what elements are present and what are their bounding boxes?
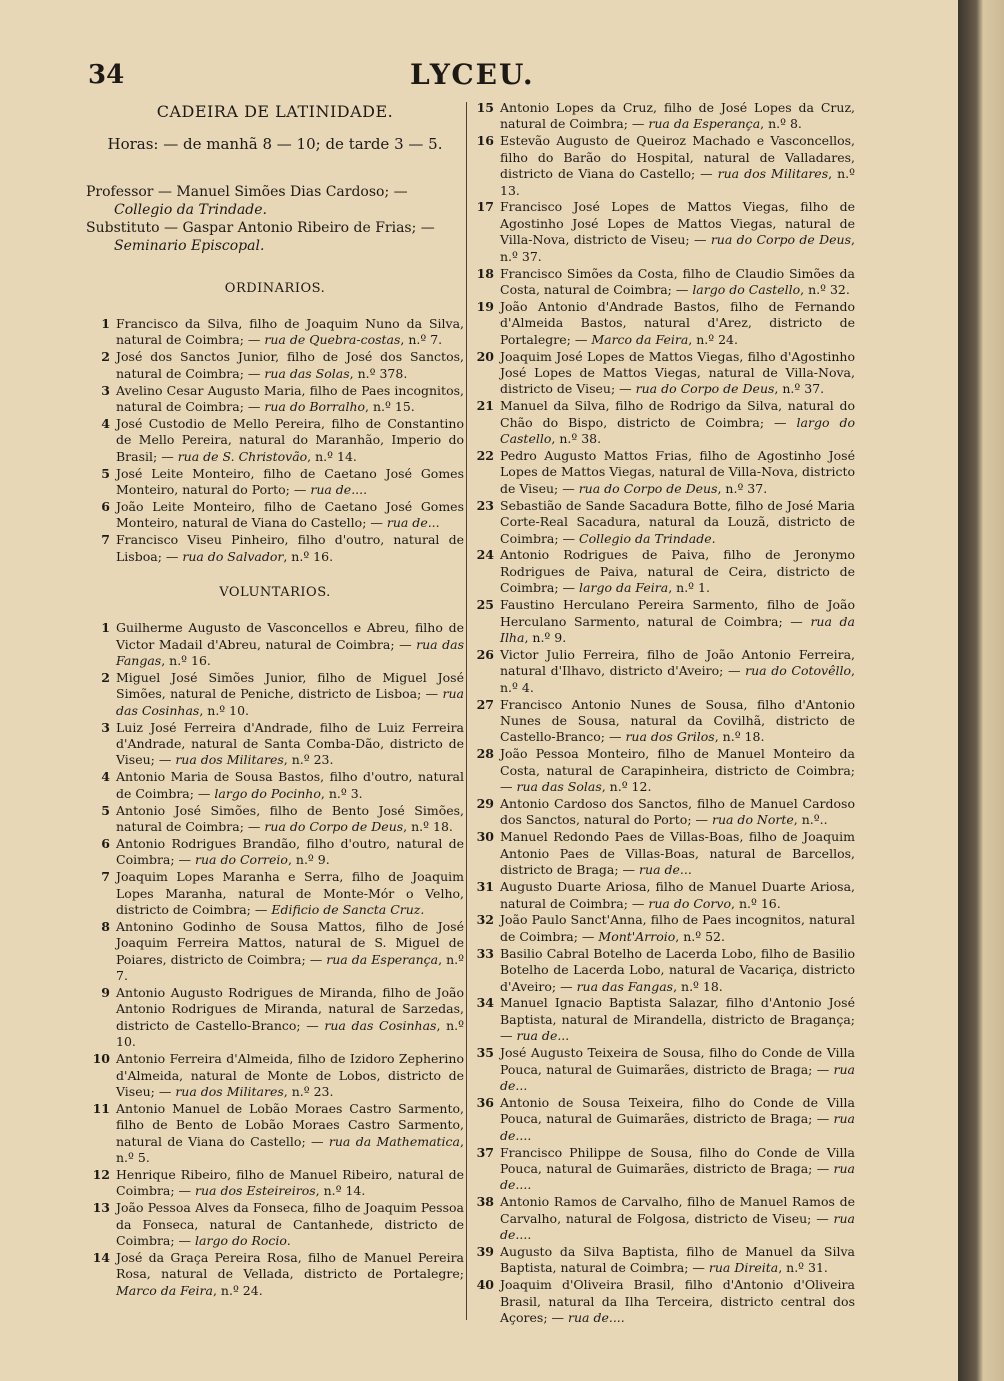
list-item: [86, 836, 464, 869]
entry-description: João Antonio d'Andrade Bastos, filho de Fernando d'Almeida Bastos, natural d'Arez, districto de Portalegre; —: [500, 298, 855, 347]
entry-description: Antonio Ferreira d'Almeida, filho de Izidoro Zepherino d'Almeida, natural de Monte de Lobos, districto de Viseu; —: [116, 1051, 464, 1099]
entry-number: 3: [101, 719, 110, 735]
entry-number: 19: [476, 298, 494, 314]
list-item: [470, 995, 855, 1044]
entry-text: [500, 829, 855, 878]
entry-text: [116, 985, 464, 1051]
list-item: [86, 720, 464, 769]
entry-text: [500, 995, 855, 1044]
entry-number: 28: [476, 746, 494, 762]
entry-text: [500, 498, 855, 547]
entry-description: Manuel da Silva, filho de Rodrigo da Silva, natural do Chão do Bispo, districto de Coimbra; —: [500, 398, 855, 430]
list-item: [470, 597, 855, 646]
list-item: [470, 498, 855, 547]
entry-tail: , n.º 14.: [307, 448, 357, 464]
entry-number: 38: [476, 1194, 494, 1210]
entry-description: José Augusto Teixeira de Sousa, filho do Conde de Villa Pouca, natural de Guimarães, districto de Braga; —: [500, 1045, 855, 1077]
list-item: [86, 1250, 464, 1299]
entry-number: 2: [101, 669, 110, 685]
entry-tail: , n.º 18.: [673, 978, 723, 994]
list-item: [470, 398, 855, 447]
entry-description: João Leite Monteiro, filho de Caetano José Gomes Monteiro, natural de Viana do Castello; —: [116, 498, 464, 531]
list-item: [470, 796, 855, 829]
entry-number: 1: [101, 316, 110, 331]
entry-tail: , n.º 10.: [199, 702, 250, 718]
entry-address: rua do Borralho: [264, 399, 366, 415]
entry-tail: , n.º 9.: [524, 630, 567, 645]
entry-number: 16: [476, 133, 494, 149]
entry-number: 34: [476, 995, 494, 1011]
professor-place: Collegio da Trindade.: [114, 202, 267, 218]
entry-description: Francisco da Silva, filho de Joaquim Nuno da Silva, natural de Coimbra; —: [116, 316, 464, 348]
list-item: [86, 416, 464, 465]
list-item: [470, 1045, 855, 1094]
entry-text: [500, 946, 855, 995]
entry-number: 40: [476, 1277, 494, 1293]
entry-tail: , n.º 24.: [688, 331, 738, 347]
entry-address: Marco da Feira: [116, 1282, 213, 1298]
substituto-line: [86, 219, 464, 255]
list-item: [86, 1101, 464, 1167]
entry-number: 10: [92, 1051, 110, 1067]
entry-number: 4: [101, 769, 110, 785]
class-hours: Horas: — de manhã 8 — 10; de tarde 3 — 5.: [107, 135, 443, 153]
entry-address: largo do Pocinho: [214, 785, 321, 801]
entry-number: 8: [101, 918, 110, 934]
entry-text: [500, 199, 855, 265]
entry-tail: , n.º 378.: [349, 365, 408, 381]
entry-address: rua de....: [500, 1210, 855, 1243]
list-item: [470, 1095, 855, 1144]
entry-number: 32: [476, 912, 494, 928]
entry-number: 26: [476, 646, 494, 662]
list-item: [86, 383, 464, 416]
entry-tail: , n.º 3.: [320, 785, 363, 801]
entry-number: 30: [476, 829, 494, 845]
entry-text: [500, 1045, 855, 1094]
entry-description: Francisco Simões da Costa, filho de Claudio Simões da Costa, natural de Coimbra; —: [500, 265, 855, 297]
right-column: [470, 100, 855, 1347]
entry-address: rua de....: [568, 1310, 625, 1326]
entry-text: [500, 100, 855, 133]
entry-text: [116, 349, 464, 382]
list-item: [470, 349, 855, 398]
entry-text: [116, 1051, 464, 1100]
entry-tail: , n.º 37.: [774, 381, 825, 397]
list-item: [470, 647, 855, 696]
entry-address: rua do Norte: [711, 812, 794, 828]
entry-tail: , n.º 52.: [675, 928, 725, 944]
entry-text: [500, 349, 855, 398]
entry-number: 14: [92, 1250, 110, 1266]
voluntarios-heading: VOLUNTARIOS.: [219, 585, 331, 601]
entry-text: [500, 1095, 855, 1144]
entry-text: [116, 466, 464, 499]
entry-description: Antonio Manuel de Lobão Moraes Castro Sarmento, filho de Bento de Lobão Moraes Castro Sarmento, natural de Viana do Castello; —: [116, 1100, 464, 1149]
entry-text: [500, 1194, 855, 1243]
entry-tail: , n.º 16.: [283, 548, 334, 564]
entry-tail: , n.º 18.: [403, 818, 453, 834]
entry-tail: , n.º 4.: [500, 663, 855, 695]
list-item: [470, 299, 855, 348]
entry-number: 20: [476, 348, 494, 364]
entry-address: rua da Esperança: [648, 116, 761, 132]
entry-number: 36: [476, 1094, 494, 1110]
list-item: [86, 769, 464, 802]
entry-description: Antonio de Sousa Teixeira, filho do Conde de Villa Pouca, natural de Guimarães, districto de Braga; —: [500, 1094, 855, 1127]
entry-number: 18: [476, 265, 494, 281]
entry-address: rua dos Militares: [175, 752, 284, 768]
entry-address: rua dos Militares: [717, 166, 829, 182]
entry-description: João Pessoa Monteiro, filho de Manuel Monteiro da Costa, natural de Carapinheira, districto de Coimbra; —: [500, 746, 855, 795]
entry-address: rua do Corpo de Deus: [635, 381, 775, 397]
entry-address: rua de....: [500, 1111, 855, 1143]
entry-description: Augusto Duarte Ariosa, filho de Manuel Duarte Ariosa, natural de Coimbra; —: [500, 879, 855, 911]
entry-tail: , n.º 23.: [283, 1083, 334, 1099]
entry-description: Antonio Cardoso dos Sanctos, filho de Manuel Cardoso dos Sanctos, natural do Porto; —: [500, 796, 855, 828]
substituto-label: Substituto — Gaspar Antonio Ribeiro de Frias; —: [86, 220, 435, 236]
entry-number: 9: [101, 985, 110, 1001]
entry-tail: , n.º 24.: [212, 1282, 263, 1298]
entry-address: rua de....: [500, 1161, 855, 1193]
list-item: [86, 1200, 464, 1249]
voluntarios-list-right: [470, 100, 855, 1327]
entry-address: rua do Correio: [195, 852, 288, 868]
entry-number: 21: [476, 398, 494, 414]
section-title: CADEIRA DE LATINIDADE.: [156, 102, 394, 121]
entry-text: [500, 647, 855, 696]
entry-text: [500, 697, 855, 746]
entry-tail: , n.º 16.: [161, 652, 211, 668]
entry-number: 13: [92, 1200, 110, 1216]
entry-text: [116, 836, 464, 869]
entry-number: 27: [476, 696, 494, 712]
ordinarios-list: [86, 316, 464, 565]
entry-text: [500, 1244, 855, 1277]
entry-text: [500, 448, 855, 497]
list-item: [470, 266, 855, 299]
entry-description: Luiz José Ferreira d'Andrade, filho de Luiz Ferreira d'Andrade, natural de Santa Comba-Dão, districto de Viseu; —: [116, 719, 464, 768]
list-item: [470, 1145, 855, 1194]
entry-description: José dos Sanctos Junior, filho de José dos Sanctos, natural de Coimbra; —: [116, 349, 464, 381]
entry-address: Mont'Arroio: [598, 928, 676, 944]
entry-text: [500, 597, 855, 646]
staff-block: [86, 183, 464, 255]
entry-description: Francisco Antonio Nunes de Sousa, filho d'Antonio Nunes de Sousa, natural da Covilhã, districto de Castello-Branco; —: [500, 696, 855, 745]
substituto-place: Seminario Episcopal.: [114, 238, 265, 254]
entry-description: Miguel José Simões Junior, filho de Miguel José Simões, natural de Peniche, districto de Lisboa; —: [116, 669, 464, 702]
left-column: [86, 100, 464, 1319]
entry-number: 3: [101, 382, 110, 398]
page-number: 34: [88, 60, 125, 90]
column-divider: [466, 102, 467, 1320]
entry-tail: , n.º 14.: [315, 1183, 366, 1199]
list-item: [86, 1167, 464, 1200]
entry-tail: , n.º 38.: [551, 431, 602, 447]
list-item: [470, 199, 855, 265]
professor-label: Professor — Manuel Simões Dias Cardoso; —: [86, 184, 408, 200]
entry-address: rua de...: [639, 862, 692, 878]
entry-address: rua de Quebra-costas: [264, 332, 401, 348]
entry-address: rua dos Grilos: [625, 729, 715, 745]
entry-description: José da Graça Pereira Rosa, filho de Manuel Pereira Rosa, natural de Vellada, districto de Portalegre;: [116, 1250, 464, 1282]
entry-number: 7: [101, 869, 110, 885]
entry-description: José Leite Monteiro, filho de Caetano José Gomes Monteiro, natural do Porto; —: [116, 465, 464, 498]
entry-text: [500, 398, 855, 447]
entry-address: rua do Corpo de Deus: [264, 818, 404, 834]
entry-address: rua do Corpo de Deus: [710, 232, 852, 248]
entry-text: [116, 769, 464, 802]
list-item: [470, 697, 855, 746]
entry-number: 35: [476, 1045, 494, 1061]
entry-description: Sebastião de Sande Sacadura Botte, filho de José Maria Corte-Real Sacadura, natural da Louzã, districto de Coimbra; —: [500, 497, 855, 546]
entry-number: 31: [476, 879, 494, 895]
entry-address: rua Direita: [708, 1260, 779, 1276]
entry-description: Guilherme Augusto de Vasconcellos e Abreu, filho de Victor Madail d'Abreu, natural de Coimbra; —: [116, 620, 464, 652]
entry-description: José Custodio de Mello Pereira, filho de Constantino de Mello Pereira, natural do Maranhão, Imperio do Brasil; —: [116, 415, 464, 464]
list-item: [86, 803, 464, 836]
entry-number: 24: [476, 547, 494, 563]
entry-description: Henrique Ribeiro, filho de Manuel Ribeiro, natural de Coimbra; —: [116, 1167, 464, 1199]
entry-description: Francisco Viseu Pinheiro, filho d'outro, natural de Lisboa; —: [116, 532, 464, 564]
entry-number: 11: [92, 1100, 110, 1116]
entry-tail: , n.º 9.: [287, 852, 330, 868]
entry-text: [500, 547, 855, 596]
entry-tail: , n.º 7.: [400, 332, 443, 348]
entry-tail: , n.º 5.: [116, 1133, 464, 1166]
list-item: [470, 1277, 855, 1326]
entry-text: [500, 912, 855, 945]
entry-text: [116, 1101, 464, 1167]
entry-text: [116, 869, 464, 918]
entry-address: largo do Castello: [692, 281, 801, 297]
entry-tail: , n.º 31.: [778, 1260, 828, 1276]
entry-text: [116, 620, 464, 669]
entry-description: Antonio Augusto Rodrigues de Miranda, filho de João Antonio Rodrigues de Miranda, natural de Sarzedas, districto de Castello-Branco; —: [116, 985, 464, 1033]
entry-number: 25: [476, 597, 494, 613]
entry-number: 5: [101, 802, 110, 818]
list-item: [470, 100, 855, 133]
entry-address: rua de...: [500, 1061, 855, 1093]
entry-description: Joaquim José Lopes de Mattos Viegas, filho d'Agostinho José Lopes de Mattos Viegas, natural de Villa-Nova, districto de Viseu; —: [500, 348, 855, 397]
entry-number: 23: [476, 497, 494, 513]
entry-description: Joaquim d'Oliveira Brasil, filho d'Antonio d'Oliveira Brasil, natural da Ilha Terceira, districto central dos Açores; —: [500, 1277, 855, 1326]
entry-text: [500, 746, 855, 795]
entry-tail: , n.º 37.: [717, 480, 768, 496]
ordinarios-heading: ORDINARIOS.: [224, 281, 326, 296]
entry-description: João Pessoa Alves da Fonseca, filho de Joaquim Pessoa da Fonseca, natural de Cantanhede, districto de Coimbra; —: [116, 1200, 464, 1249]
entry-address: rua das Fangas: [116, 636, 464, 668]
entry-number: 7: [101, 532, 110, 548]
list-item: [86, 985, 464, 1051]
entry-description: Antonio José Simões, filho de Bento José Simões, natural de Coimbra; —: [116, 802, 464, 834]
entry-tail: , n.º 23.: [283, 752, 334, 768]
entry-tail: , n.º 32.: [800, 281, 850, 297]
entry-text: [116, 316, 464, 349]
entry-tail: , n.º 15.: [365, 399, 415, 415]
entry-tail: , n.º..: [793, 812, 828, 828]
entry-address: rua das Solas: [516, 779, 602, 795]
list-item: [470, 547, 855, 596]
entry-description: Pedro Augusto Mattos Frias, filho de Agostinho José Lopes de Mattos Viegas, natural de Villa-Nova, districto de Viseu; —: [500, 448, 855, 496]
list-item: [470, 912, 855, 945]
list-item: [470, 448, 855, 497]
entry-address: rua do Cotovêllo: [745, 663, 852, 679]
entry-description: Basilio Cabral Botelho de Lacerda Lobo, filho de Basilio Botelho de Lacerda Lobo, natural de Vacariça, districto d'Aveiro; —: [500, 945, 855, 994]
entry-address: Marco da Feira: [591, 331, 689, 347]
entry-text: [500, 796, 855, 829]
entry-text: [500, 133, 855, 199]
entry-text: [116, 416, 464, 465]
professor-line: [86, 183, 464, 219]
entry-description: Francisco José Lopes de Mattos Viegas, filho de Agostinho José Lopes de Mattos Viegas, natural de Villa-Nova, districto de Viseu; —: [500, 199, 855, 248]
entry-text: [500, 266, 855, 299]
entry-address: largo da Feira: [579, 580, 669, 596]
book-gutter: [958, 0, 1004, 1381]
voluntarios-list-left: [86, 620, 464, 1299]
entry-description: Avelino Cesar Augusto Maria, filho de Paes incognitos, natural de Coimbra; —: [116, 382, 464, 415]
entry-tail: , n.º 37.: [500, 232, 855, 264]
entry-description: Antonio Rodrigues de Paiva, filho de Jeronymo Rodrigues de Paiva, natural de Ceira, districto de Coimbra; —: [500, 547, 855, 596]
list-item: [86, 466, 464, 499]
entry-description: Joaquim Lopes Maranha e Serra, filho de Joaquim Lopes Maranha, natural de Monte-Mór o Velho, districto de Coimbra; —: [116, 869, 464, 917]
list-item: [470, 829, 855, 878]
list-item: [470, 879, 855, 912]
entry-address: rua dos Esteireiros: [195, 1183, 316, 1199]
entry-number: 6: [101, 835, 110, 851]
entry-text: [116, 1250, 464, 1299]
entry-address: rua das Fangas: [576, 978, 674, 994]
entry-description: Manuel Redondo Paes de Villas-Boas, filho de Joaquim Antonio Paes de Villas-Boas, natural de Barcellos, districto de Braga; —: [500, 829, 855, 878]
entry-text: [500, 879, 855, 912]
entry-description: Antonio Rodrigues Brandão, filho d'outro, natural de Coimbra; —: [116, 835, 464, 868]
running-title: LYCEU.: [410, 58, 535, 91]
entry-text: [116, 499, 464, 532]
entry-address: rua dos Militares: [175, 1083, 284, 1099]
entry-number: 4: [101, 415, 110, 431]
list-item: [86, 349, 464, 382]
entry-number: 29: [476, 796, 494, 812]
entry-description: Manuel Ignacio Baptista Salazar, filho d'Antonio José Baptista, natural de Mirandella, districto de Bragança; —: [500, 995, 855, 1044]
entry-address: largo do Rocio.: [195, 1233, 291, 1249]
entry-description: Antonio Maria de Sousa Bastos, filho d'outro, natural de Coimbra; —: [116, 769, 464, 801]
entry-text: [116, 532, 464, 565]
entry-text: [116, 383, 464, 416]
entry-number: 6: [101, 498, 110, 514]
entry-text: [116, 670, 464, 719]
list-item: [86, 919, 464, 985]
list-item: [86, 532, 464, 565]
entry-number: 1: [101, 620, 110, 636]
entry-address: rua do Corpo de Deus: [578, 480, 718, 496]
list-item: [470, 946, 855, 995]
list-item: [470, 746, 855, 795]
entry-number: 15: [476, 100, 494, 115]
entry-description: Augusto da Silva Baptista, filho de Manuel da Silva Baptista, natural de Coimbra; —: [500, 1244, 855, 1276]
entry-number: 12: [92, 1167, 110, 1182]
entry-tail: , n.º 12.: [601, 779, 652, 795]
entry-number: 33: [476, 945, 494, 961]
entry-tail: , n.º 18.: [714, 729, 765, 745]
list-item: [470, 1194, 855, 1243]
list-item: [86, 620, 464, 669]
entry-address: rua do Corvo: [648, 895, 731, 911]
entry-address: Edificio de Sancta Cruz.: [271, 902, 425, 917]
entry-text: [116, 720, 464, 769]
entry-address: largo do Castello: [500, 414, 855, 447]
entry-description: João Paulo Sanct'Anna, filho de Paes incognitos, natural de Coimbra; —: [500, 912, 855, 944]
entry-text: [116, 919, 464, 985]
entry-text: [500, 1277, 855, 1326]
list-item: [470, 1244, 855, 1277]
entry-address: rua das Cosinhas: [116, 686, 464, 718]
list-item: [86, 1051, 464, 1100]
entry-address: rua de S. Christovão: [177, 448, 308, 464]
entry-address: rua da Mathematica: [328, 1133, 461, 1149]
entry-address: rua do Salvador: [182, 548, 284, 564]
entry-address: rua das Cosinhas: [324, 1017, 437, 1033]
entry-address: rua das Solas: [264, 365, 350, 381]
list-item: [470, 133, 855, 199]
entry-text: [500, 299, 855, 348]
entry-number: 37: [476, 1144, 494, 1160]
entry-address: rua de....: [310, 482, 368, 498]
entry-description: Victor Julio Ferreira, filho de João Antonio Ferreira, natural d'Ilhavo, districto d'Aveiro; —: [500, 646, 855, 679]
entry-address: Collegio da Trindade.: [579, 530, 716, 546]
entry-number: 17: [476, 199, 494, 215]
entry-text: [116, 1200, 464, 1249]
entry-tail: , n.º 10.: [116, 1017, 464, 1050]
list-item: [86, 869, 464, 918]
entry-tail: , n.º 1.: [668, 580, 710, 596]
entry-address: rua de...: [386, 515, 440, 531]
entry-number: 2: [101, 349, 110, 365]
entry-number: 39: [476, 1244, 494, 1260]
entry-address: rua da Ilha: [500, 613, 855, 645]
entry-description: Francisco Philippe de Sousa, filho do Conde de Villa Pouca, natural de Guimarães, districto de Braga; —: [500, 1144, 855, 1176]
entry-description: Antonio Lopes da Cruz, filho de José Lopes da Cruz, natural de Coimbra; —: [500, 100, 855, 132]
entry-tail: , n.º 7.: [116, 951, 464, 984]
entry-address: rua de...: [516, 1028, 570, 1044]
entry-text: [116, 1167, 464, 1200]
entry-description: Faustino Herculano Pereira Sarmento, filho de João Herculano Sarmento, natural de Coimbra; —: [500, 597, 855, 629]
entry-tail: , n.º 8.: [760, 116, 802, 132]
list-item: [86, 670, 464, 719]
entry-description: Antonino Godinho de Sousa Mattos, filho de José Joaquim Ferreira Mattos, natural de S. Miguel de Poiares, districto de Coimbra; —: [116, 918, 464, 967]
entry-tail: , n.º 16.: [731, 895, 781, 911]
entry-text: [116, 803, 464, 836]
entry-text: [500, 1145, 855, 1194]
entry-description: Estevão Augusto de Queiroz Machado e Vasconcellos, filho do Barão do Hospital, natural de Valladares, districto de Viana do Castello; —: [500, 133, 855, 182]
list-item: [86, 316, 464, 349]
list-item: [86, 499, 464, 532]
entry-number: 5: [101, 465, 110, 481]
entry-address: rua da Esperança: [326, 951, 439, 967]
entry-description: Antonio Ramos de Carvalho, filho de Manuel Ramos de Carvalho, natural de Folgosa, districto de Viseu; —: [500, 1194, 855, 1226]
entry-number: 22: [476, 448, 494, 464]
entry-tail: , n.º 13.: [500, 166, 855, 198]
